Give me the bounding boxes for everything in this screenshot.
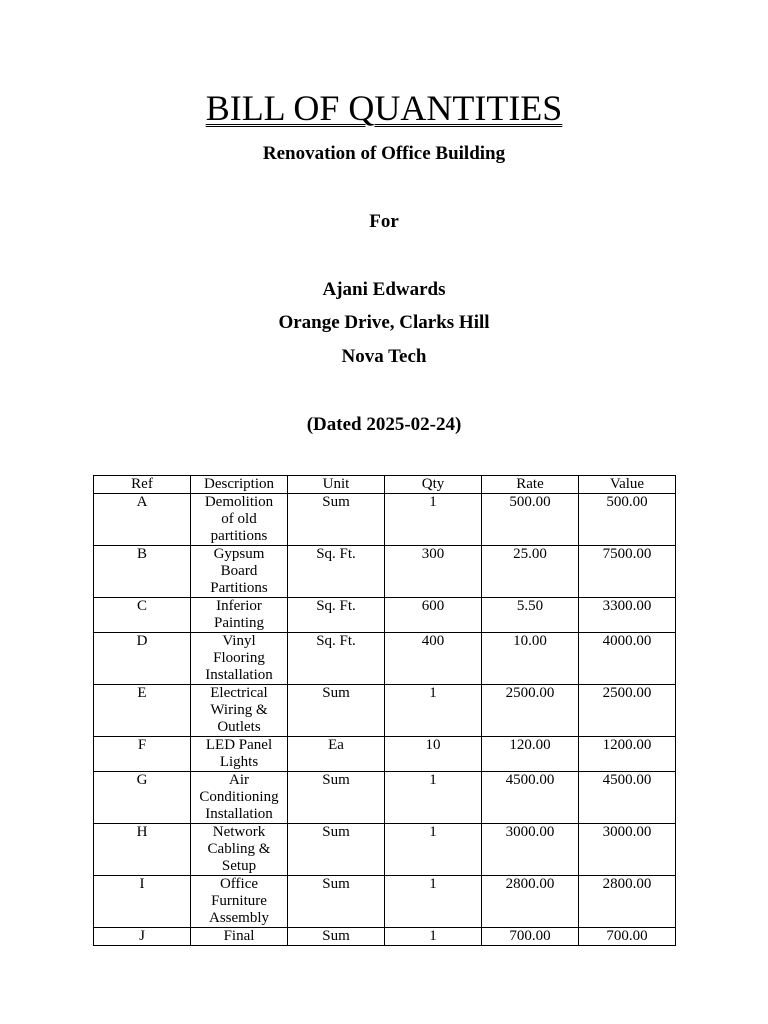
cell-ref: H xyxy=(94,824,191,876)
cell-rate: 5.50 xyxy=(482,598,579,633)
for-label: For xyxy=(369,211,399,232)
cell-description: Air Conditioning Installation xyxy=(191,772,288,824)
cell-unit: Ea xyxy=(288,737,385,772)
cell-value: 4000.00 xyxy=(579,633,676,685)
cell-rate: 2500.00 xyxy=(482,685,579,737)
cell-qty: 400 xyxy=(385,633,482,685)
cell-unit: Sum xyxy=(288,772,385,824)
cell-unit: Sq. Ft. xyxy=(288,633,385,685)
cell-value: 3000.00 xyxy=(579,824,676,876)
table-row xyxy=(94,737,676,772)
table-row xyxy=(94,772,676,824)
cell-rate: 3000.00 xyxy=(482,824,579,876)
cell-rate: 2800.00 xyxy=(482,876,579,928)
cell-description: Demolition of old partitions xyxy=(191,494,288,546)
cell-qty: 300 xyxy=(385,546,482,598)
table-row xyxy=(94,685,676,737)
cell-unit: Sum xyxy=(288,824,385,876)
cell-value: 500.00 xyxy=(579,494,676,546)
cell-value: 2500.00 xyxy=(579,685,676,737)
cell-rate: 4500.00 xyxy=(482,772,579,824)
cell-value: 2800.00 xyxy=(579,876,676,928)
cell-unit: Sq. Ft. xyxy=(288,598,385,633)
cell-description: Office Furniture Assembly xyxy=(191,876,288,928)
cell-value: 3300.00 xyxy=(579,598,676,633)
cell-qty: 1 xyxy=(385,494,482,546)
document-title-text: BILL OF QUANTITIES xyxy=(205,88,563,128)
column-header-ref: Ref xyxy=(94,476,191,494)
cell-rate: 120.00 xyxy=(482,737,579,772)
cell-unit: Sum xyxy=(288,685,385,737)
client-company: Nova Tech xyxy=(341,346,427,367)
client-name: Ajani Edwards xyxy=(322,279,446,300)
cell-ref: F xyxy=(94,737,191,772)
table-header-row xyxy=(94,476,676,494)
column-header-unit: Unit xyxy=(288,476,385,494)
document-date: (Dated 2025-02-24) xyxy=(306,414,462,435)
table-row xyxy=(94,494,676,546)
cell-ref: J xyxy=(94,928,191,946)
document-subtitle: Renovation of Office Building xyxy=(262,143,506,164)
cell-rate: 25.00 xyxy=(482,546,579,598)
cell-value: 7500.00 xyxy=(579,546,676,598)
cell-qty: 1 xyxy=(385,824,482,876)
cell-ref: E xyxy=(94,685,191,737)
cell-qty: 1 xyxy=(385,685,482,737)
cell-qty: 1 xyxy=(385,876,482,928)
cell-value: 1200.00 xyxy=(579,737,676,772)
cell-qty: 600 xyxy=(385,598,482,633)
cell-ref: A xyxy=(94,494,191,546)
table-row xyxy=(94,598,676,633)
table-row xyxy=(94,928,676,946)
cell-rate: 10.00 xyxy=(482,633,579,685)
cell-description: Electrical Wiring & Outlets xyxy=(191,685,288,737)
table-row xyxy=(94,876,676,928)
cell-value: 700.00 xyxy=(579,928,676,946)
cell-ref: G xyxy=(94,772,191,824)
cell-qty: 1 xyxy=(385,928,482,946)
cell-qty: 1 xyxy=(385,772,482,824)
cell-description: Inferior Painting xyxy=(191,598,288,633)
table-row xyxy=(94,633,676,685)
cell-unit: Sq. Ft. xyxy=(288,546,385,598)
cell-qty: 10 xyxy=(385,737,482,772)
cell-rate: 500.00 xyxy=(482,494,579,546)
cell-ref: B xyxy=(94,546,191,598)
column-header-value: Value xyxy=(579,476,676,494)
cell-ref: D xyxy=(94,633,191,685)
column-header-description: Description xyxy=(191,476,288,494)
table-row xyxy=(94,546,676,598)
cell-ref: I xyxy=(94,876,191,928)
cell-description: Network Cabling & Setup xyxy=(191,824,288,876)
column-header-rate: Rate xyxy=(482,476,579,494)
cell-unit: Sum xyxy=(288,876,385,928)
cell-description: LED Panel Lights xyxy=(191,737,288,772)
client-address: Orange Drive, Clarks Hill xyxy=(278,312,490,333)
cell-unit: Sum xyxy=(288,494,385,546)
cell-value: 4500.00 xyxy=(579,772,676,824)
cell-ref: C xyxy=(94,598,191,633)
cell-description: Vinyl Flooring Installation xyxy=(191,633,288,685)
cell-description: Final xyxy=(191,928,288,946)
cell-unit: Sum xyxy=(288,928,385,946)
cell-description: Gypsum Board Partitions xyxy=(191,546,288,598)
table-row xyxy=(94,824,676,876)
cell-rate: 700.00 xyxy=(482,928,579,946)
column-header-qty: Qty xyxy=(385,476,482,494)
document-title xyxy=(0,88,768,128)
bill-of-quantities-table xyxy=(93,475,676,946)
